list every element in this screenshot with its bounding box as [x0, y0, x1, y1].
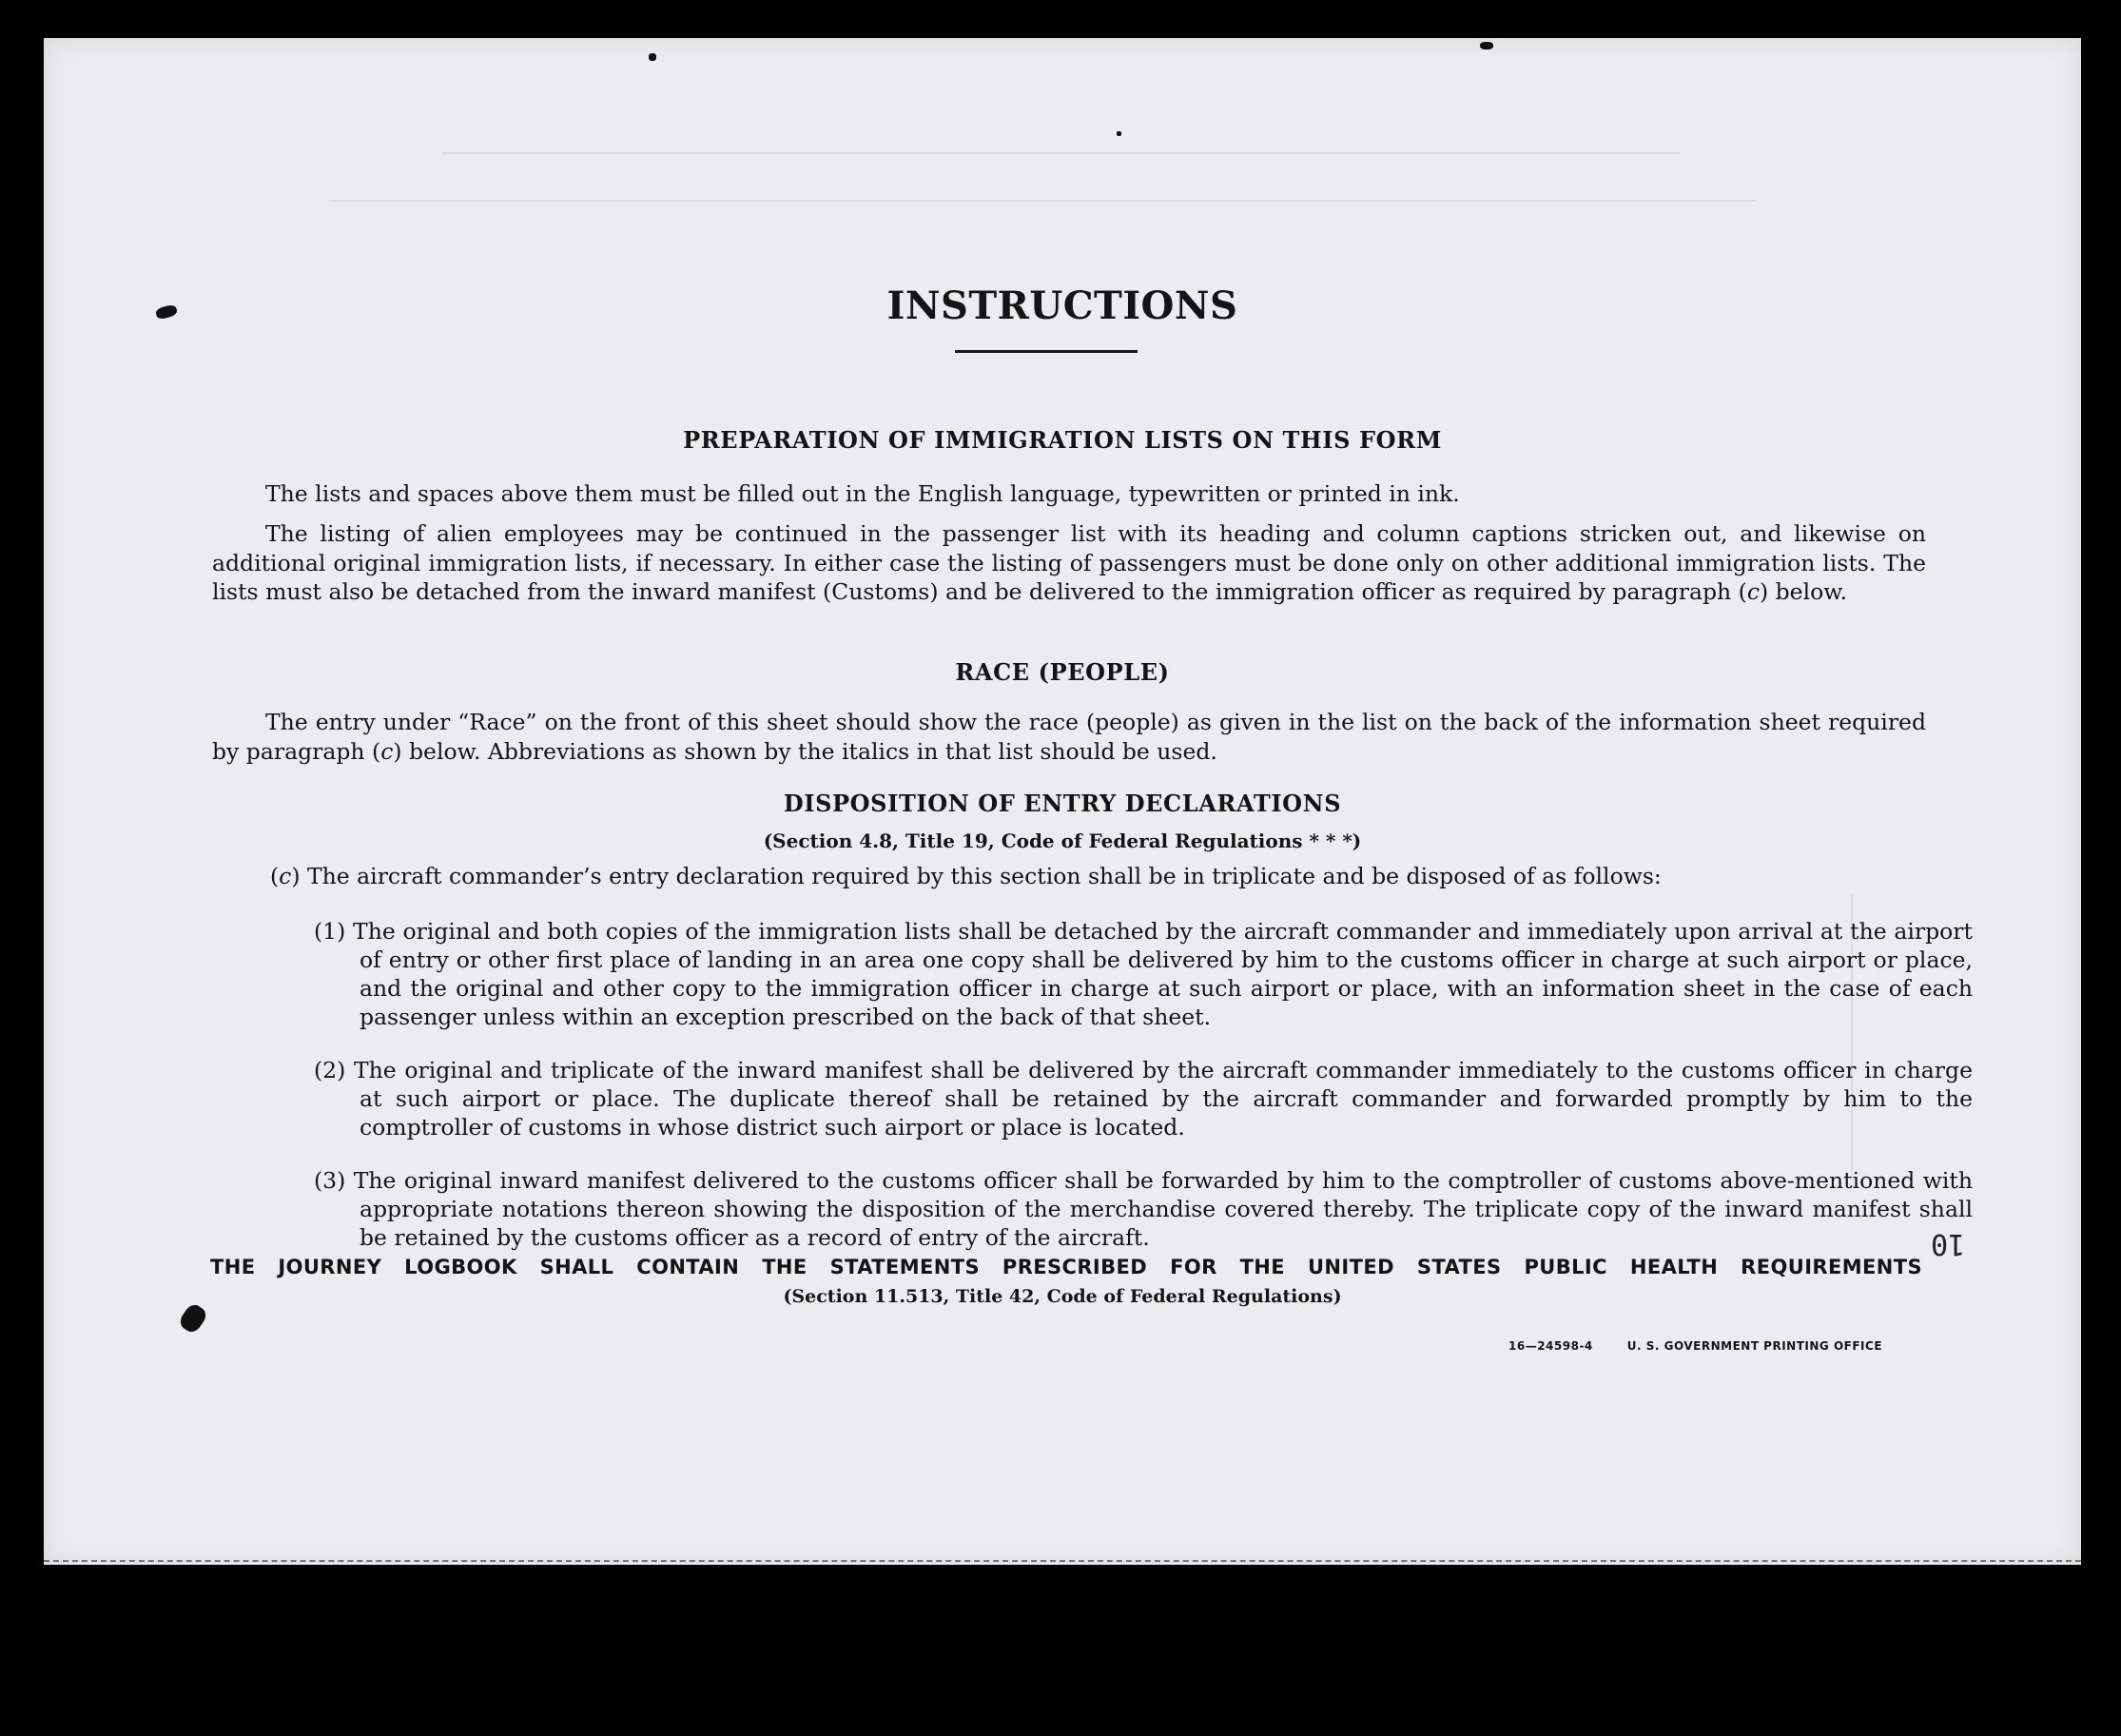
- form-number: 16—24598-4: [1508, 1339, 1593, 1353]
- paragraph-race: [212, 708, 1926, 766]
- perforated-edge: [44, 1560, 2081, 1562]
- section-heading-preparation: PREPARATION OF IMMIGRATION LISTS ON THIS FORM: [683, 426, 1442, 454]
- form-sheet: [44, 38, 2081, 1565]
- printer-name: U. S. GOVERNMENT PRINTING OFFICE: [1626, 1339, 1883, 1353]
- paragraph-disposition-intro: (c) The aircraft commander’s entry declaration required by this section shall be in triplicate and be disposed of as follows:: [270, 863, 1662, 889]
- section-heading-disposition: DISPOSITION OF ENTRY DECLARATIONS: [783, 790, 1342, 817]
- paragraph-text: ) below. Abbreviations as shown by the italics in that list should be used.: [393, 737, 1217, 765]
- footer-citation: (Section 11.513, Title 42, Code of Federal Regulations): [783, 1286, 1342, 1307]
- section-heading-race: RACE (PEOPLE): [955, 658, 1170, 686]
- paragraph-text: The entry under “Race” on the front of this sheet should show the race (people) as given in the list on the back of the information sheet required by paragraph (: [212, 709, 1926, 765]
- list-item-1: (1) The original and both copies of the immigration lists shall be detached by the aircraft commander and immediately upon arrival at the airport of entry or other first place of landing in an area one copy shall be delivered by him to the customs officer in charge at such airport or place, and the original and other copy to the immigration officer in charge at such airport or place, with an information sheet in the case of each passenger unless within an exception prescribed on the back of that sheet.: [314, 918, 1973, 1030]
- paragraph-text: The aircraft commander’s entry declaration required by this section shall be in triplicate and be disposed of as follows:: [300, 863, 1662, 889]
- bleed-through-line: [329, 200, 1756, 224]
- paragraph-text: The lists and spaces above them must be filled out in the English language, typewritten or printed in ink.: [265, 480, 1460, 507]
- paragraph-text: The listing of alien employees may be continued in the passenger list with its heading and column captions stricken out, and likewise on additional original immigration lists, if necessary. In either case the listing of passengers must be done only on other additional immigration lists. The lists must also be detached from the inward manifest (Customs) and be delivered to the immigration officer as required by paragraph (: [212, 520, 1926, 605]
- italic-letter: c: [380, 737, 394, 765]
- ink-speck: [649, 53, 656, 61]
- page-title: INSTRUCTIONS: [886, 283, 1238, 328]
- italic-letter: c: [1746, 578, 1760, 605]
- paragraph-preparation-1: [212, 479, 1926, 509]
- paragraph-preparation-2: [212, 519, 1926, 607]
- list-item-2: (2) The original and triplicate of the inward manifest shall be delivered by the aircraft commander immediately to the customs officer in charge at such airport or place. The duplicate thereof shall be retained by the aircraft commander and forwarded promptly by him to the comptroller of customs in whose district such airport or place is located.: [314, 1057, 1973, 1141]
- title-underline: [955, 350, 1138, 353]
- list-item-3: (3) The original inward manifest delivered to the customs officer shall be forwarded by him to the comptroller of customs above-mentioned with appropriate notations thereon showing the disposition of the merchandise covered thereby. The triplicate copy of the inward manifest shall be retained by the customs officer as a record of entry of the aircraft.: [314, 1167, 1973, 1251]
- bleed-through-line: [443, 152, 1680, 177]
- italic-letter: c: [279, 863, 292, 889]
- footer-statement: THE JOURNEY LOGBOOK SHALL CONTAIN THE STATEMENTS PRESCRIBED FOR THE UNITED STATES PUBLIC HEALTH REQUIREMENTS: [210, 1256, 1922, 1278]
- ink-speck: [1117, 131, 1121, 136]
- paragraph-text: ) below.: [1760, 578, 1848, 605]
- ink-speck: [1480, 42, 1493, 49]
- printer-imprint: [1508, 1339, 1917, 1353]
- mirrored-page-number: 10: [1931, 1227, 1966, 1260]
- section-citation: (Section 4.8, Title 19, Code of Federal Regulations * * *): [763, 829, 1362, 852]
